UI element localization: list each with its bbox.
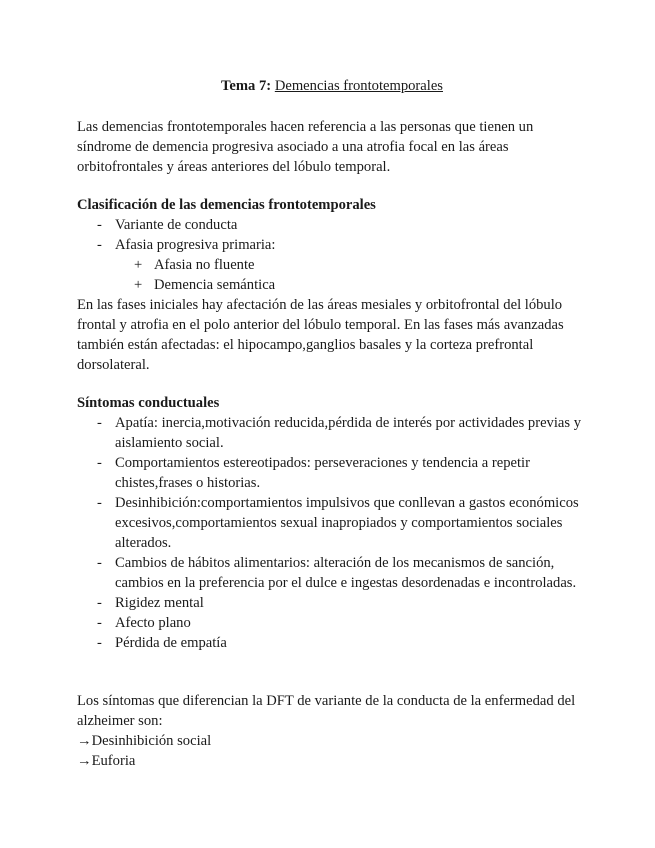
list-item-label: Cambios de hábitos alimentarios: alteración de los mecanismos de sanción, cambios en la preferencia por el dulce e ingestas desordenadas e incontroladas. — [115, 555, 577, 591]
classification-sublist — [77, 255, 587, 295]
classification-paragraph: En las fases iniciales hay afectación de las áreas mesiales y orbitofrontal del lóbulo frontal y atrofia en el polo anterior del lóbulo temporal. En las fases más avanzadas también están afectadas: el hipocampo,ganglios basales y la corteza prefrontal dorsolateral. — [77, 297, 564, 373]
list-item — [77, 593, 587, 613]
plus-bullet: + — [134, 277, 143, 293]
dash-bullet: - — [97, 415, 102, 431]
intro-block — [77, 117, 587, 177]
plus-bullet: + — [134, 257, 143, 273]
classification-section — [77, 195, 587, 375]
dash-bullet: - — [97, 635, 102, 651]
sublist-item-label: Demencia semántica — [154, 277, 276, 293]
list-item — [77, 493, 587, 553]
differences-paragraph: Los síntomas que diferencian la DFT de variante de la conducta de la enfermedad del alzheimer son: — [77, 693, 576, 729]
arrow-point — [77, 731, 587, 751]
dash-bullet: - — [97, 615, 102, 631]
right-arrow-icon: → — [77, 753, 92, 769]
list-item — [77, 453, 587, 493]
list-item — [77, 613, 587, 633]
arrow-point — [77, 751, 587, 771]
list-item-label: Pérdida de empatía — [115, 635, 227, 651]
list-item — [77, 633, 587, 653]
symptoms-section — [77, 393, 587, 653]
right-arrow-icon: → — [77, 733, 92, 749]
dash-bullet: - — [97, 455, 102, 471]
dash-bullet: - — [97, 595, 102, 611]
list-item-label: Desinhibición:comportamientos impulsivos que conllevan a gastos económicos excesivos,comportamientos sexual inapropiados y comportamientos sociales alterados. — [115, 495, 579, 551]
sublist-item — [77, 255, 587, 275]
dash-bullet: - — [97, 555, 102, 571]
classification-list — [77, 215, 587, 255]
title-prefix: Tema 7: — [221, 78, 272, 94]
classification-heading: Clasificación de las demencias frontotemporales — [77, 197, 376, 213]
list-item — [77, 235, 587, 255]
arrow-point-label: Euforia — [91, 753, 136, 769]
list-item-label: Comportamientos estereotipados: perseveraciones y tendencia a repetir chistes,frases o historias. — [115, 455, 530, 491]
dash-bullet: - — [97, 217, 102, 233]
differences-section — [77, 691, 587, 771]
list-item-label: Variante de conducta — [115, 217, 238, 233]
list-item — [77, 553, 587, 593]
list-item-label: Rigidez mental — [115, 595, 204, 611]
sublist-item — [77, 275, 587, 295]
document-title — [77, 76, 587, 96]
symptoms-list — [77, 413, 587, 653]
list-item — [77, 413, 587, 453]
list-item-label: Afecto plano — [115, 615, 191, 631]
sublist-item-label: Afasia no fluente — [154, 257, 255, 273]
arrow-point-label: Desinhibición social — [91, 733, 212, 749]
list-item-label: Apatía: inercia,motivación reducida,pérdida de interés por actividades previas y aislamiento social. — [115, 415, 582, 451]
title-subject: Demencias frontotemporales — [274, 78, 443, 94]
symptoms-heading: Síntomas conductuales — [77, 395, 220, 411]
dash-bullet: - — [97, 495, 102, 511]
dash-bullet: - — [97, 237, 102, 253]
list-item — [77, 215, 587, 235]
intro-paragraph: Las demencias frontotemporales hacen referencia a las personas que tienen un síndrome de demencia progresiva asociado a una atrofia focal en las áreas orbitofrontales y áreas anteriores del lóbulo temporal. — [77, 119, 534, 175]
list-item-label: Afasia progresiva primaria: — [115, 237, 276, 253]
